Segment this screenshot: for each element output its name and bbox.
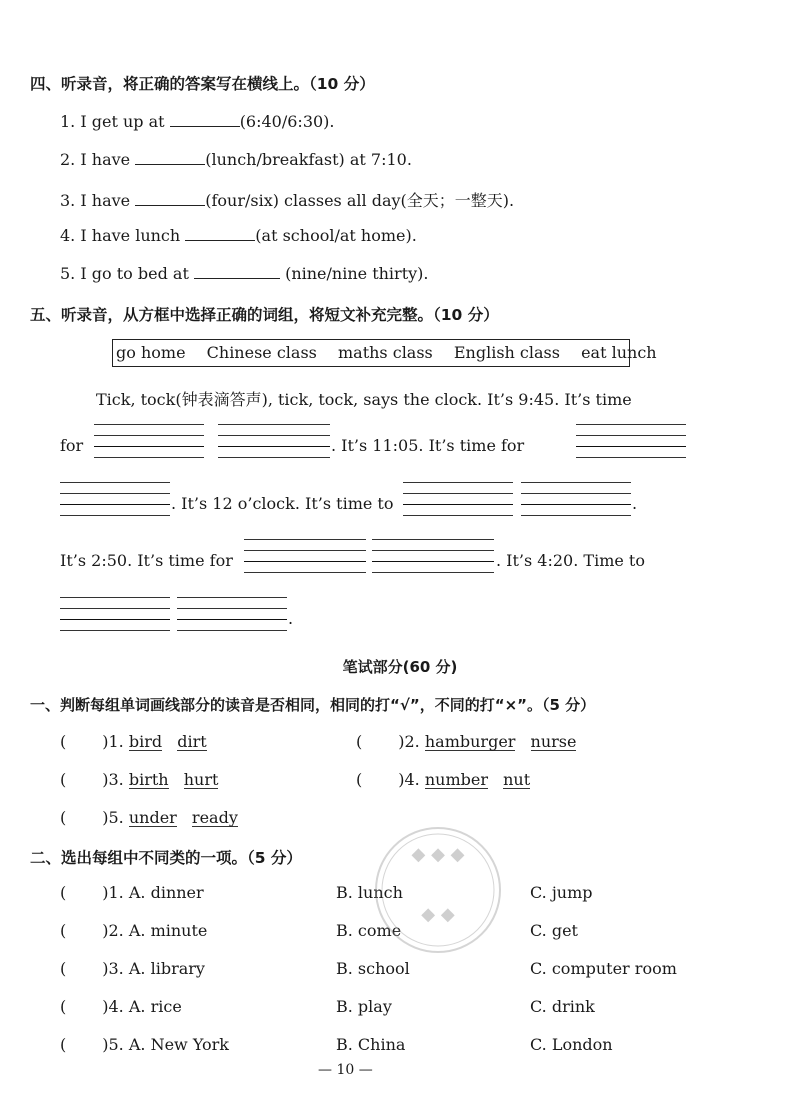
s4-item-num: 4. — [60, 226, 76, 245]
answer-blank[interactable] — [170, 112, 240, 127]
p1-item-3 — [60, 770, 218, 789]
option-b: B. school — [336, 959, 410, 978]
written-part-title: 笔试部分(60 分) — [342, 658, 458, 676]
s4-item-post: (four/six) classes all day(全天；一整天). — [205, 191, 515, 210]
p1-item-5 — [60, 808, 238, 827]
s4-item-4 — [60, 226, 417, 245]
page-number: — 10 — — [318, 1062, 373, 1078]
option-a: A. dinner — [128, 883, 204, 902]
word-2: dirt — [177, 732, 207, 751]
passage-line-4-end: . It’s 4:20. Time to — [496, 551, 645, 570]
s4-item-num: 3. — [60, 191, 76, 210]
option-c: C. get — [530, 921, 578, 940]
svg-text:◆ ◆: ◆ ◆ — [421, 904, 455, 925]
s4-item-num: 2. — [60, 150, 76, 169]
p2-item-5: ( )5. A. New York — [60, 1035, 229, 1054]
section-4-heading: 四、听录音，将正确的答案写在横线上。（10 分） — [30, 75, 375, 93]
passage-line-1: Tick, tock(钟表滴答声), tick, tock, says the clock. It’s 9:45. It’s time — [96, 390, 632, 409]
answer-paren-close: ) — [398, 770, 405, 789]
option-b: B. play — [336, 997, 392, 1016]
passage-line-3-end: . — [632, 494, 638, 513]
item-num: 4. — [108, 997, 124, 1016]
s4-item-post: (at school/at home). — [255, 226, 417, 245]
part-2-heading: 二、选出每组中不同类的一项。（5 分） — [30, 849, 302, 867]
p1-item-2 — [356, 732, 576, 751]
word-box-item: maths class — [337, 343, 433, 362]
item-num: 2. — [108, 921, 124, 940]
item-num: 1. — [108, 883, 124, 902]
word-box-item: Chinese class — [206, 343, 317, 362]
writing-lines[interactable] — [177, 597, 287, 631]
answer-blank[interactable] — [135, 150, 205, 165]
word-2: nut — [503, 770, 531, 789]
writing-lines[interactable] — [94, 424, 204, 458]
item-num: 5. — [108, 808, 124, 827]
s4-item-5 — [60, 264, 428, 283]
passage-line-2: . It’s 11:05. It’s time for — [331, 436, 525, 455]
p2-item-2: ( )2. A. minute — [60, 921, 208, 940]
writing-lines[interactable] — [576, 424, 686, 458]
passage-line-4: It’s 2:50. It’s time for — [60, 551, 233, 570]
option-b: B. China — [336, 1035, 406, 1054]
item-num: 4. — [404, 770, 420, 789]
s4-item-pre: I have — [80, 150, 131, 169]
word-1: under — [128, 808, 177, 827]
answer-paren-open: ( — [60, 732, 67, 751]
s4-item-3 — [60, 188, 514, 211]
p1-item-4 — [356, 770, 530, 789]
s4-item-pre: I have lunch — [80, 226, 181, 245]
item-num: 2. — [404, 732, 420, 751]
option-c: C. computer room — [530, 959, 677, 978]
word-1: hamburger — [424, 732, 516, 751]
word-2: ready — [191, 808, 238, 827]
s4-item-pre: I have — [80, 191, 131, 210]
word-box-item: English class — [453, 343, 560, 362]
writing-lines[interactable] — [218, 424, 330, 458]
answer-paren-close: ) — [102, 808, 109, 827]
answer-paren-open: ( — [356, 732, 363, 751]
option-b: B. come — [336, 921, 402, 940]
s4-item-1 — [60, 112, 335, 131]
s4-item-num: 5. — [60, 264, 76, 283]
option-c: C. jump — [530, 883, 593, 902]
word-box-item: eat lunch — [581, 343, 657, 362]
writing-lines[interactable] — [60, 597, 170, 631]
item-num: 5. — [108, 1035, 124, 1054]
option-c: C. London — [530, 1035, 613, 1054]
s4-item-pre: I go to bed at — [80, 264, 189, 283]
word-1: number — [424, 770, 488, 789]
option-a: A. library — [128, 959, 205, 978]
answer-paren-close: ) — [102, 732, 109, 751]
s4-item-post: (nine/nine thirty). — [285, 264, 429, 283]
s4-item-pre: I get up at — [80, 112, 165, 131]
answer-paren-open: ( — [60, 808, 67, 827]
word-box-item: go home — [116, 343, 186, 362]
writing-lines[interactable] — [244, 539, 366, 573]
p2-item-4: ( )4. A. rice — [60, 997, 182, 1016]
s4-item-2 — [60, 150, 412, 169]
p2-item-1: ( )1. A. dinner — [60, 883, 204, 902]
answer-paren-open: ( — [356, 770, 363, 789]
word-2: hurt — [183, 770, 219, 789]
section-5-heading: 五、听录音，从方框中选择正确的词组，将短文补充完整。（10 分） — [30, 306, 499, 324]
svg-text:◆ ◆ ◆: ◆ ◆ ◆ — [411, 844, 465, 865]
item-num: 1. — [108, 732, 124, 751]
writing-lines[interactable] — [403, 482, 513, 516]
s4-item-post: (lunch/breakfast) at 7:10. — [205, 150, 412, 169]
writing-lines[interactable] — [521, 482, 631, 516]
s4-item-post: (6:40/6:30). — [239, 112, 335, 131]
option-a: A. New York — [128, 1035, 229, 1054]
answer-blank[interactable] — [135, 191, 205, 206]
p1-item-1 — [60, 732, 207, 751]
option-b: B. lunch — [336, 883, 403, 902]
item-num: 3. — [108, 770, 124, 789]
writing-lines[interactable] — [372, 539, 494, 573]
answer-blank[interactable] — [185, 226, 255, 241]
answer-paren-close: ) — [102, 770, 109, 789]
word-2: nurse — [530, 732, 577, 751]
s4-item-num: 1. — [60, 112, 76, 131]
passage-for: for — [60, 436, 84, 455]
option-c: C. drink — [530, 997, 595, 1016]
answer-paren-close: ) — [398, 732, 405, 751]
option-a: A. minute — [128, 921, 208, 940]
answer-blank[interactable] — [194, 264, 280, 279]
part-1-heading: 一、判断每组单词画线部分的读音是否相同，相同的打“√”，不同的打“×”。（5 分） — [30, 696, 596, 714]
word-1: birth — [128, 770, 169, 789]
option-a: A. rice — [128, 997, 182, 1016]
passage-line-5-end: . — [288, 609, 294, 628]
writing-lines[interactable] — [60, 482, 170, 516]
word-1: bird — [128, 732, 163, 751]
word-box — [112, 339, 657, 367]
passage-line-3: . It’s 12 o’clock. It’s time to — [171, 494, 394, 513]
p2-item-3: ( )3. A. library — [60, 959, 205, 978]
item-num: 3. — [108, 959, 124, 978]
answer-paren-open: ( — [60, 770, 67, 789]
